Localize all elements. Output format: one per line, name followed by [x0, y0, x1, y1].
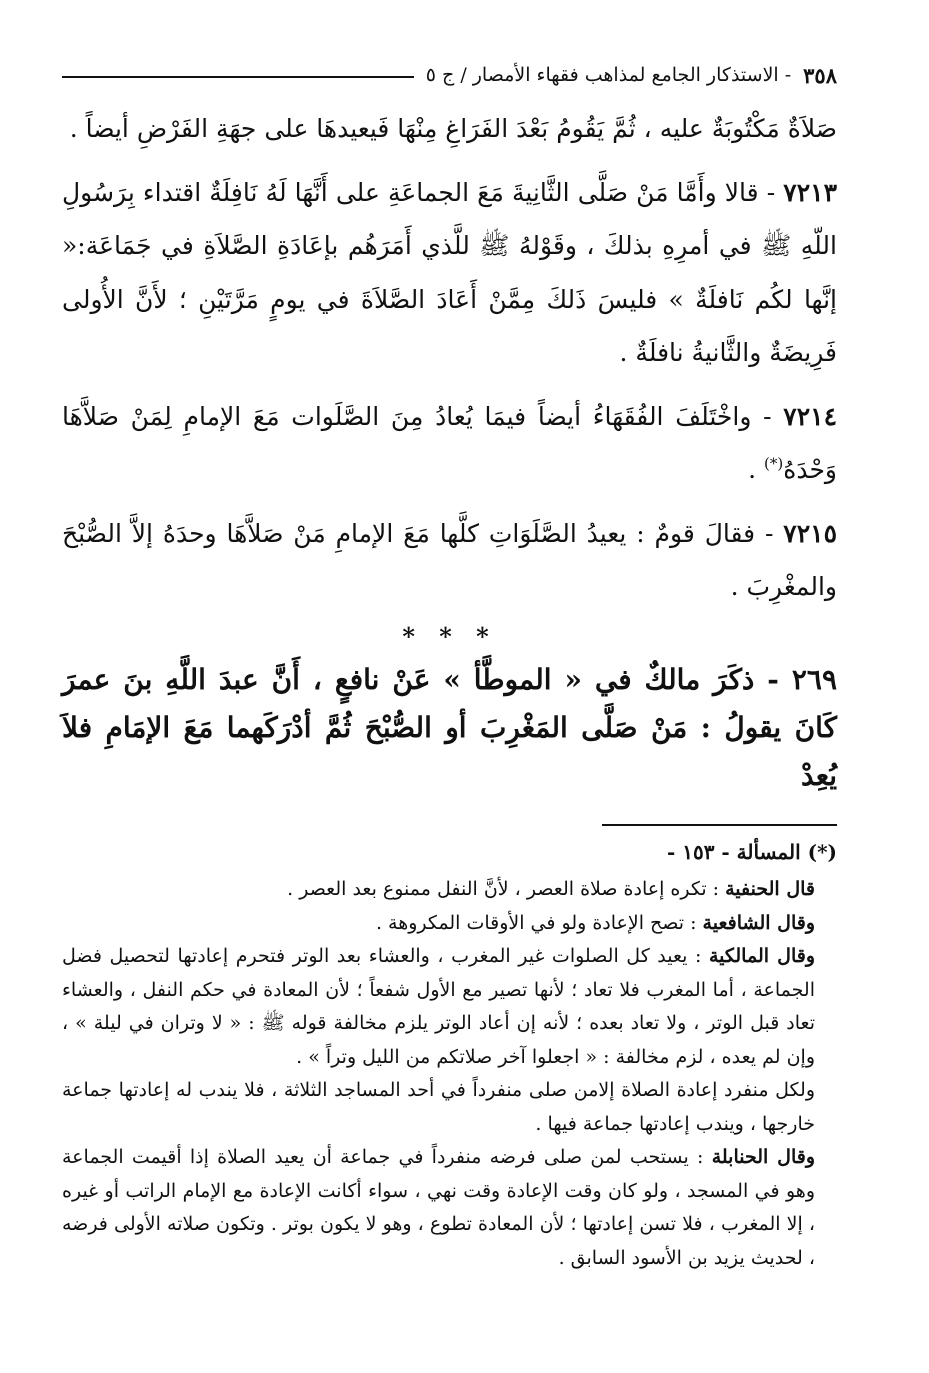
footnote-text: : يستحب لمن صلى فرضه منفرداً في جماعة أن يعيد الصلاة إذا أقيمت الجماعة وهو في المسجد ، ولو كان وقت الإعادة وقت نهي ، سواء أكانت الإعادة مع الإمام الراتب أو غيره ، إلا المغرب ، فلا تسن إعادتها ؛ لأن المعادة تطوع ، وهو لا يكون بوتر . وتكون صلاته الأولى فرضه ، لحديث يزيد بن الأسود السابق . [62, 1146, 815, 1269]
hadith-text: - ذكَرَ مالكٌ في « الموطَّأ » عَنْ نافعٍ ، أَنَّ عبدَ اللَّهِ بنَ عمرَ كَانَ يقولُ : مَنْ صَلَّى المَغْرِبَ أو الصُّبْحَ ثُمَّ أدْرَكَهما مَعَ الإمَامِ فلاَ يُعِدْ [62, 662, 837, 792]
page-number: ٣٥٨ [803, 62, 837, 88]
footnote-maliki [62, 940, 837, 1074]
running-title: - الاستذكار الجامع لمذاهب فقهاء الأمصار / ج ٥ [425, 64, 792, 86]
section-separator: * * * [402, 621, 497, 651]
school-label: وقال المالكية [708, 945, 815, 967]
paragraph-continuation [62, 102, 837, 156]
paragraph-text: صَلاَةٌ مَكْتُوبَةٌ عليه ، ثُمَّ يَقُومُ بَعْدَ الفَرَاغِ مِنْهَا فَيعيدهَا على جهَةِ الفَرْضِ أيضاً . [69, 114, 837, 143]
main-text [62, 102, 837, 800]
footnote-reference: (*) [764, 454, 784, 473]
footnote-hanafi [62, 873, 837, 907]
paragraph-7213 [62, 166, 837, 380]
paragraph-number: ٧٢١٤ [783, 401, 837, 431]
footnote [62, 836, 837, 1276]
footnote-text: : تكره إعادة صلاة العصر ، لأنَّ النفل ممنوع بعد العصر . [287, 878, 720, 900]
footnote-text: : تصح الإعادة ولو في الأوقات المكروهة . [375, 911, 697, 934]
paragraph-7215 [62, 507, 837, 614]
paragraph-text: - قالا وأَمَّا مَنْ صَلَّى الثَّانِيةَ مَعَ الجماعَةِ على أَنَّهَا لَهُ نَافِلَةٌ اقتداء بِرَسُولِ اللّهِ ﷺ في أمرِهِ بذلكَ ، وقَوْلهُ ﷺ للَّذي أَمَرَهُم بإعَادَةِ الصَّلاَةِ في جَمَاعَة:« إنَّها لكُم نَافلَةٌ » فليسَ ذَلكَ مِمَّنْ أَعَادَ الصَّلاَةَ في يومٍ مَرَّتَيْنِ ؛ لأَنَّ الأُولى فَرِيضَةٌ والثَّانيةُ نافلَةٌ . [62, 177, 837, 367]
school-label: وقال الشافعية [702, 911, 815, 934]
paragraph-number: ٧٢١٣ [783, 177, 837, 207]
footnote-rule [602, 824, 837, 826]
paragraph-number: ٧٢١٥ [783, 518, 837, 548]
page-header [62, 58, 837, 92]
footnote-hanbali [62, 1141, 837, 1275]
paragraph-7214 [62, 390, 837, 497]
footnote-text: : يعيد كل الصلوات غير المغرب ، والعشاء بعد الوتر فتحرم إعادتها لتحصيل فضل الجماعة ، أما المغرب فلا تعاد ؛ لأنها تصير مع الأول شفعاً ؛ لأن المعادة في حكم النفل ، والعشاء تعاد قبل الوتر ، ولا تعاد بعده ؛ لأنه إن أعاد الوتر يلزم مخالفة قوله ﷺ : « لا وتران في ليلة » ، وإن لم يعده ، لزم مخالفة : « اجعلوا آخر صلاتكم من الليل وتراً » . [62, 945, 815, 1068]
footnote-shafii [62, 907, 837, 941]
book-page [62, 58, 837, 1358]
school-label: وقال الحنابلة [711, 1146, 815, 1168]
footnote-text: ولكل منفرد إعادة الصلاة إلامن صلى منفرداً في أحد المساجد الثلاثة ، فلا يندب له إعادتها جماعة خارجها ، ويندب إعادتها جماعة فيها . [62, 1079, 815, 1135]
header-rule [62, 76, 414, 78]
school-label: قال الحنفية [725, 878, 815, 900]
hadith-269 [62, 656, 837, 800]
footnote-title: (*) المسألة - ١٥٣ - [666, 839, 837, 864]
footnote-maliki-2 [62, 1074, 837, 1141]
paragraph-end: . [748, 455, 765, 484]
hadith-number: ٢٦٩ [791, 662, 837, 696]
paragraph-text: - فقالَ قومٌ : يعيدُ الصَّلَوَاتِ كلَّها مَعَ الإمامِ مَنْ صَلاَّهَا وحدَهُ إلاَّ الصُّبْحَ والمغْرِبَ . [62, 518, 837, 601]
paragraph-text: - واخْتَلَفَ الفُقَهَاءُ أيضاً فيمَا يُعادُ مِنَ الصَّلَوات مَعَ الإمامِ لِمَنْ صَلاَّهَا وَحْدَهُ [62, 401, 837, 484]
